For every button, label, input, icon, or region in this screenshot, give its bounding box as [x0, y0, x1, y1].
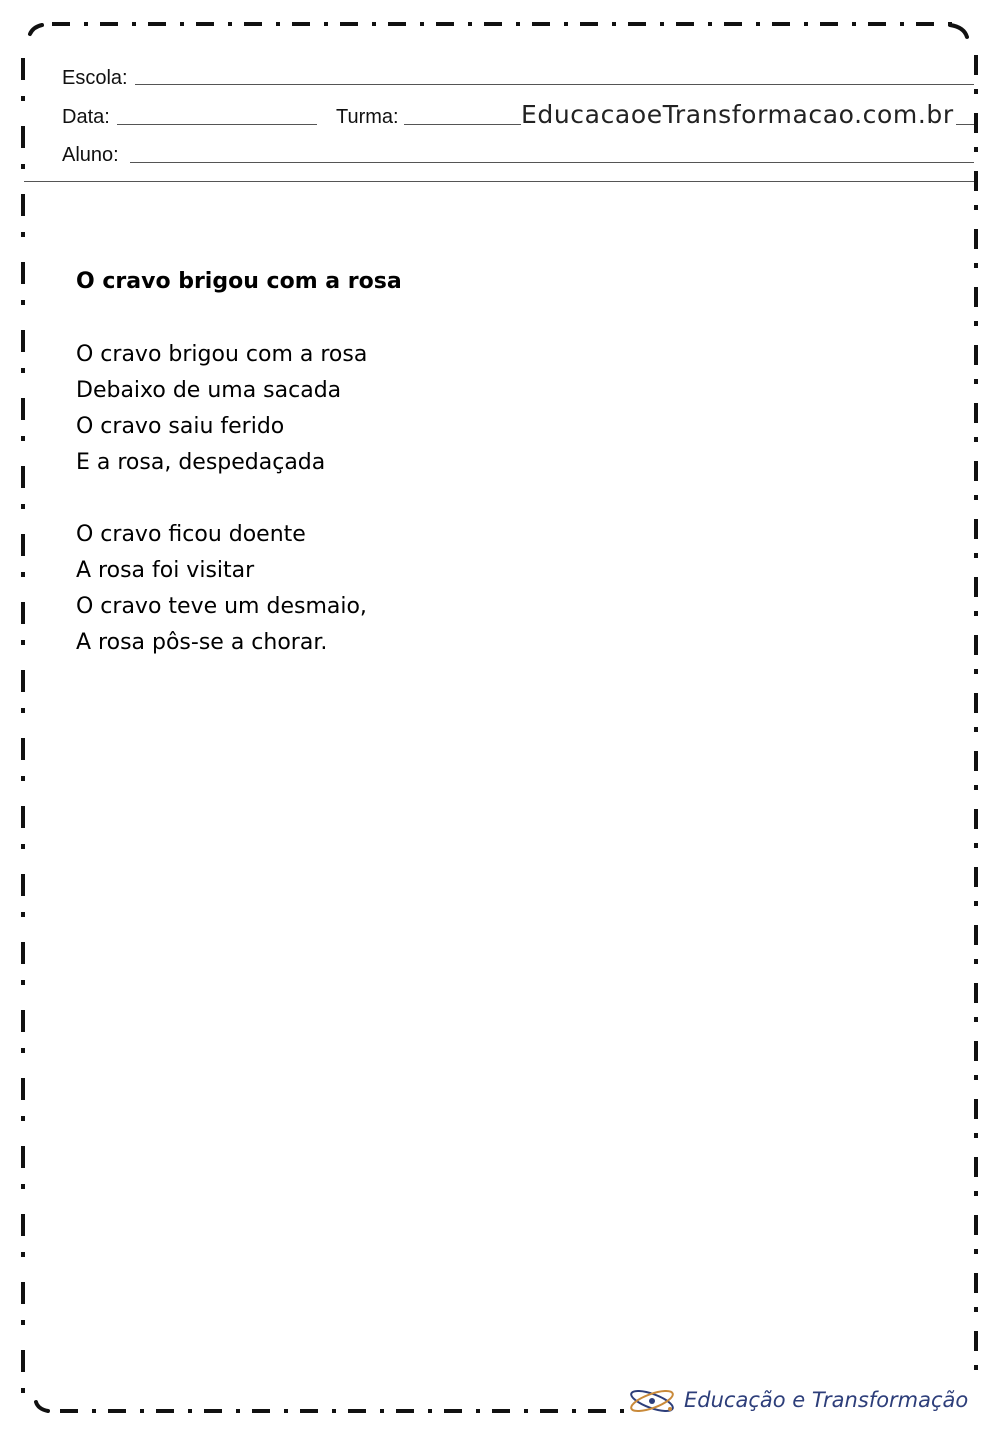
poem-line: Debaixo de uma sacada — [76, 378, 342, 403]
school-label: Escola: — [62, 67, 128, 89]
poem-title: O cravo brigou com a rosa — [76, 269, 402, 294]
student-label: Aluno: — [62, 144, 119, 166]
atom-orbit-icon — [628, 1383, 678, 1419]
footer-brand-logo — [628, 1383, 969, 1421]
header-divider — [24, 181, 974, 182]
poem-line: O cravo saiu ferido — [76, 414, 285, 439]
poem-line: A rosa foi visitar — [76, 558, 255, 583]
date-field-line[interactable] — [117, 124, 317, 125]
site-url-watermark: EducacaoeTransformacao.com.br — [521, 100, 954, 129]
poem-line: E a rosa, despedaçada — [76, 450, 326, 475]
student-field-line[interactable] — [130, 162, 974, 163]
poem-line: A rosa pôs-se a chorar. — [76, 630, 328, 655]
poem-stanza-1 — [76, 337, 367, 481]
date-label: Data: — [62, 106, 110, 128]
class-label: Turma: — [336, 106, 399, 128]
poem-stanza-2 — [76, 517, 367, 661]
school-field-line[interactable] — [135, 84, 974, 85]
footer-brand-text: Educação e Transformação — [684, 1388, 969, 1412]
poem-line: O cravo ficou doente — [76, 522, 306, 547]
poem-line: O cravo brigou com a rosa — [76, 342, 368, 367]
poem-line: O cravo teve um desmaio, — [76, 594, 367, 619]
